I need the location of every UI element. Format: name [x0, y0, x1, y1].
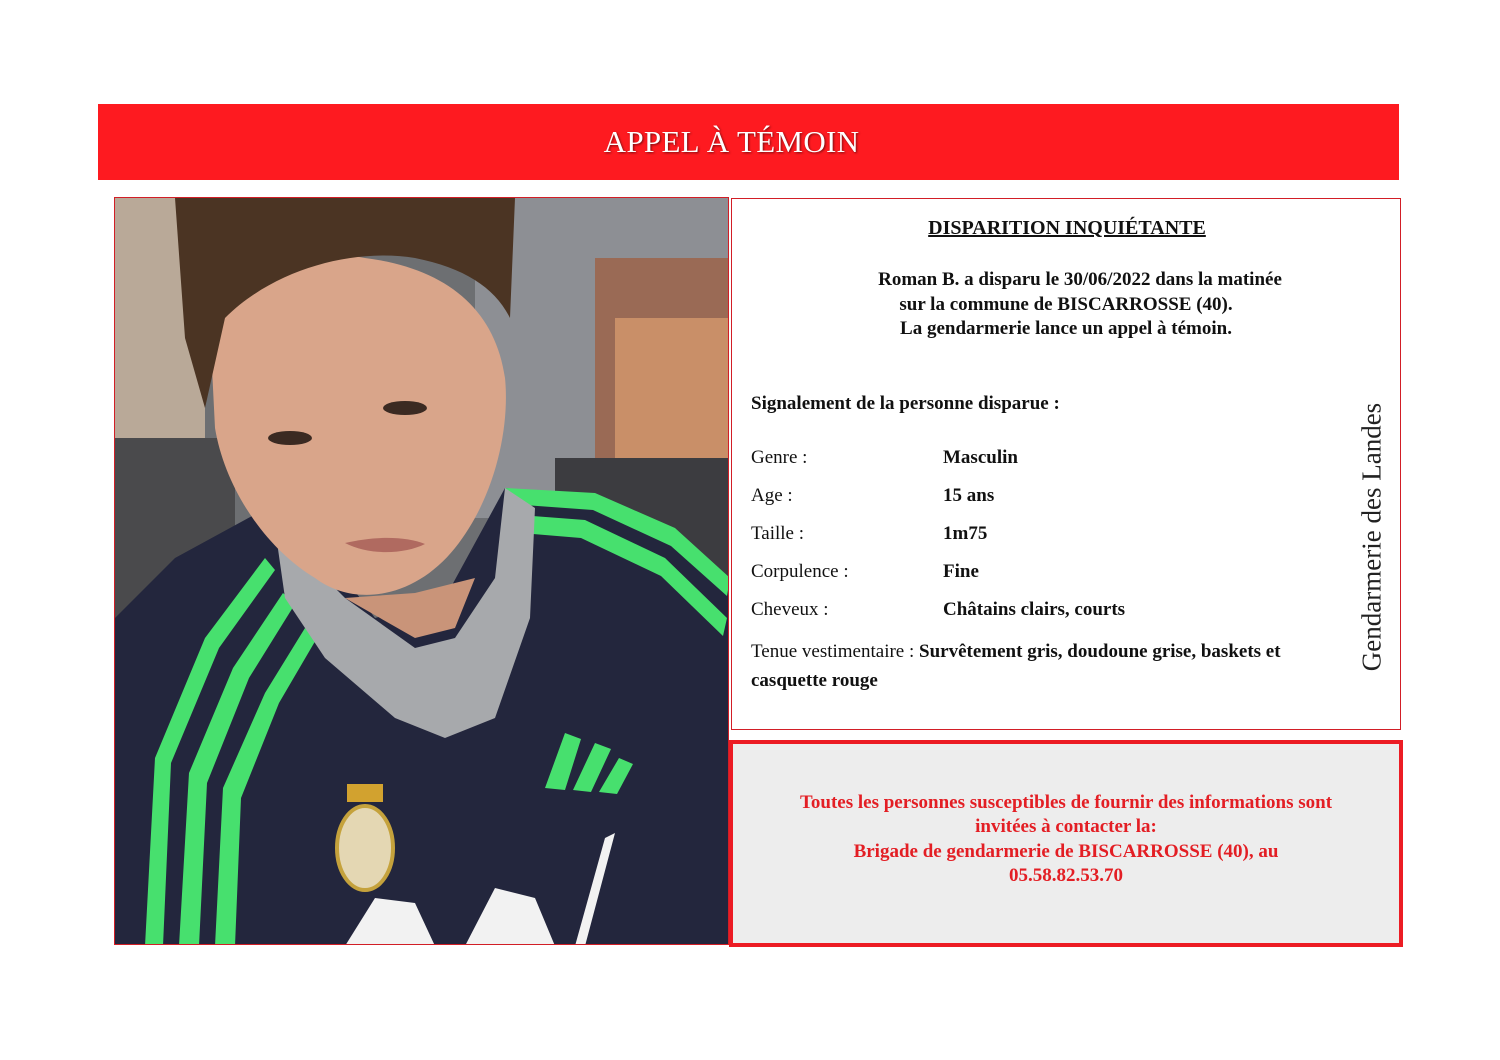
field-row-tenue	[751, 637, 1353, 695]
field-label: Genre :	[751, 447, 808, 468]
notice-heading: DISPARITION INQUIÉTANTE	[928, 217, 1206, 239]
field-value: 15 ans	[943, 485, 995, 506]
contact-line: invitées à contacter la:	[975, 816, 1157, 837]
field-label: Cheveux :	[751, 599, 829, 620]
field-label: Corpulence :	[751, 561, 849, 582]
header-banner	[98, 104, 1399, 180]
contact-phone: 05.58.82.53.70	[1009, 865, 1123, 886]
notice-panel	[731, 198, 1401, 730]
contact-panel	[729, 740, 1403, 947]
contact-line: Toutes les personnes susceptibles de fournir des informations sont	[799, 791, 1333, 813]
contact-text	[800, 791, 1332, 889]
signalement-title: Signalement de la personne disparue :	[751, 393, 1060, 414]
banner-title: APPEL À TÉMOIN	[603, 124, 860, 159]
contact-line: Brigade de gendarmerie de BISCARROSSE (40), au	[853, 840, 1279, 862]
field-value: Fine	[943, 561, 979, 582]
field-label: Age :	[751, 485, 793, 506]
field-value: Masculin	[943, 447, 1018, 468]
intro-line: sur la commune de BISCARROSSE (40).	[899, 293, 1233, 315]
field-label: Tenue vestimentaire :	[751, 641, 915, 662]
field-value: Châtains clairs, courts	[943, 599, 1126, 620]
notice-intro	[732, 268, 1400, 342]
field-label: Taille :	[751, 523, 805, 544]
missing-person-photo	[114, 197, 729, 945]
intro-line: Roman B. a disparu le 30/06/2022 dans la matinée	[878, 269, 1282, 290]
intro-line: La gendarmerie lance un appel à témoin.	[900, 318, 1232, 339]
vertical-organization-label: Gendarmerie des Landes	[1356, 402, 1387, 672]
field-value: Survêtement gris, doudoune grise, baskets et casquette rouge	[751, 641, 1281, 691]
field-value: 1m75	[943, 523, 988, 544]
